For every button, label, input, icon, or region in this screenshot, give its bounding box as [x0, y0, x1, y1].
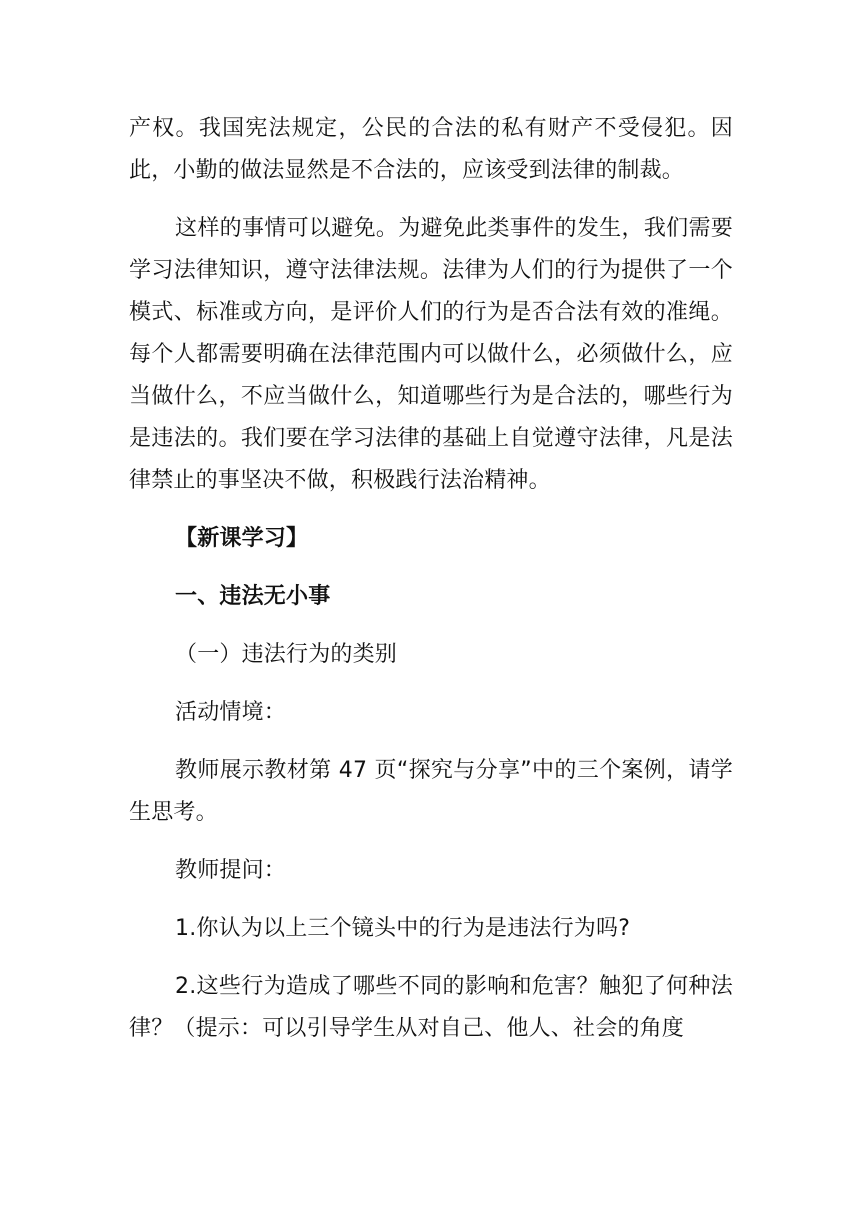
question-item-2: 2.这些行为造成了哪些不同的影响和危害？触犯了何种法律？（提示：可以引导学生从对自己、他人、社会的角度	[129, 974, 733, 1041]
heading-new-lesson: 【新课学习】	[175, 526, 309, 551]
question-item-1: 1.你认为以上三个镜头中的行为是违法行为吗?	[175, 916, 631, 941]
paragraph-avoid-events: 这样的事情可以避免。为避免此类事件的发生，我们需要学习法律知识，遵守法律法规。法律为人们的行为提供了一个模式、标准或方向，是评价人们的行为是否合法有效的准绳。每个人都需要明确在法律范围内可以做什么，必须做什么，应当做什么，不应当做什么，知道哪些行为是合法的，哪些行为是违法的。我们要在学习法律的基础上自觉遵守法律，凡是法律禁止的事坚决不做，积极践行法治精神。	[129, 216, 733, 493]
paragraph-property-rights: 产权。我国宪法规定，公民的合法的私有财产不受侵犯。因此，小勤的做法显然是不合法的，应该受到法律的制裁。	[129, 116, 733, 183]
subheading-violation-types: （一）违法行为的类别	[175, 642, 398, 667]
heading-section-one: 一、违法无小事	[175, 584, 331, 609]
paragraph-activity-description: 教师展示教材第 47 页“探究与分享”中的三个案例，请学生思考。	[129, 758, 733, 825]
document-content	[129, 108, 733, 1066]
label-teacher-question: 教师提问：	[175, 858, 287, 883]
label-activity-context: 活动情境：	[175, 700, 287, 725]
